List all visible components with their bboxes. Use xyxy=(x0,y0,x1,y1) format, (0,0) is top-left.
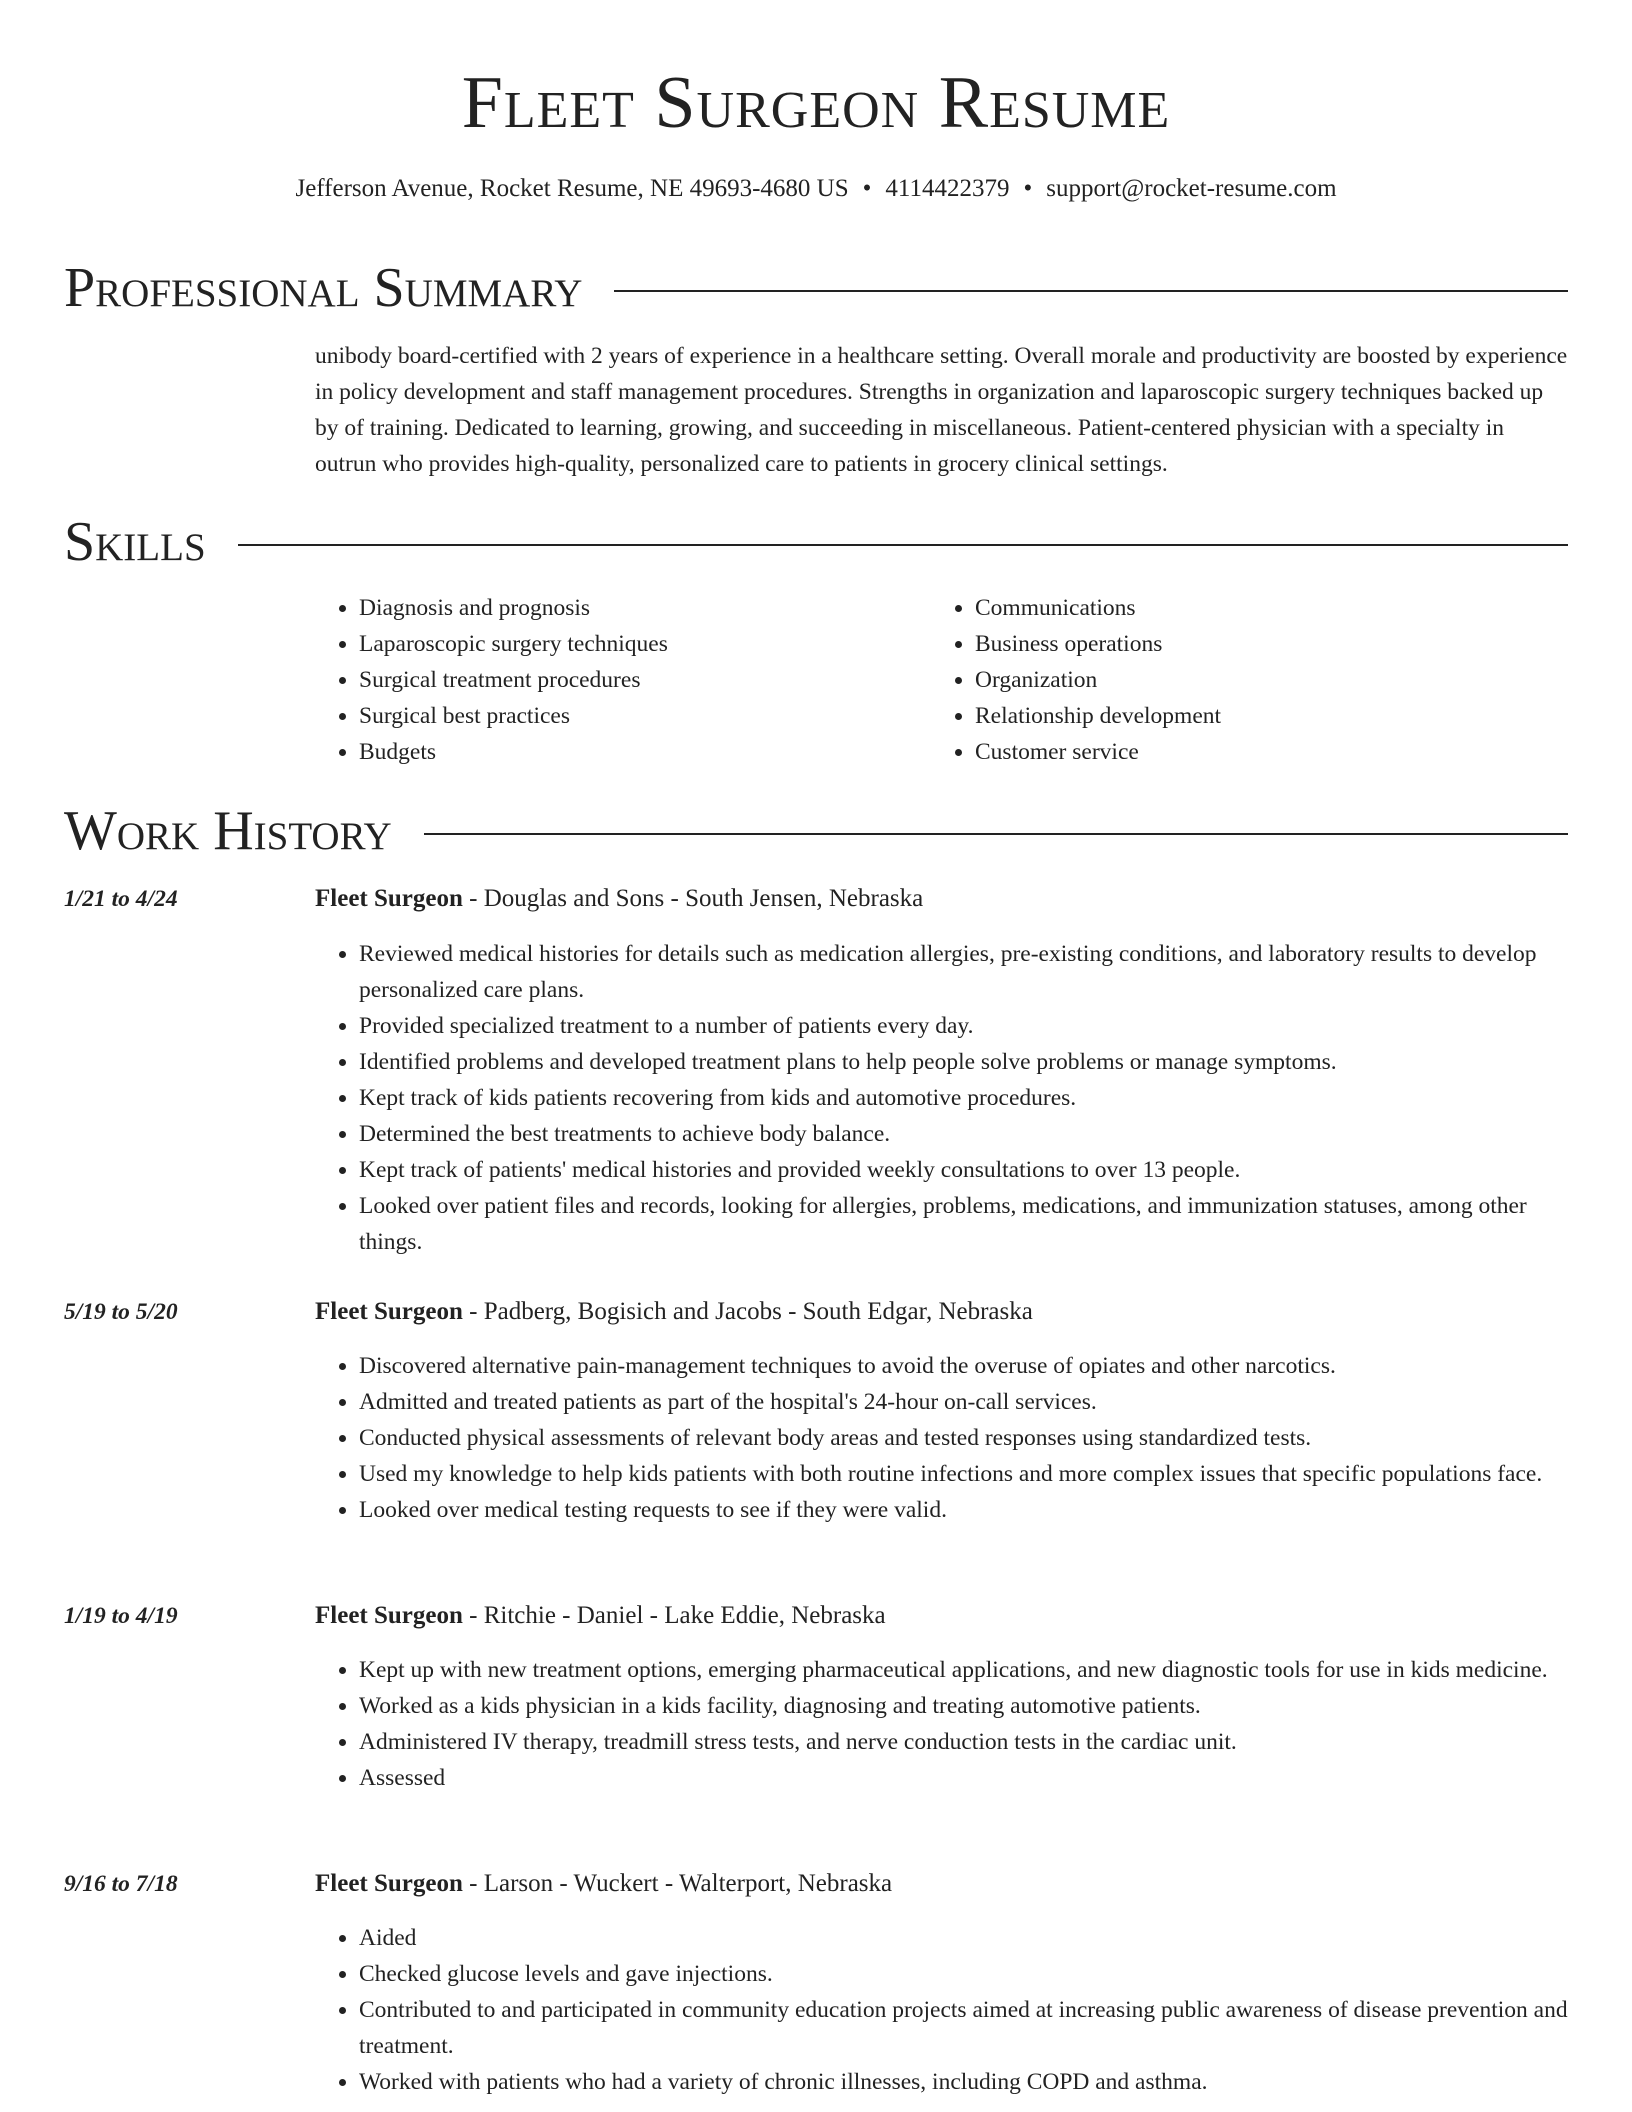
duty-item: • Determined the best treatments to achieve body balance. xyxy=(359,1116,1570,1152)
contact-address: Jefferson Avenue, Rocket Resume, NE 49693-4680 US xyxy=(295,175,849,202)
job-role: Fleet Surgeon xyxy=(315,885,463,912)
skill-item: • Surgical best practices xyxy=(359,698,959,734)
skills-section-header xyxy=(64,510,1568,574)
duty-item: • Provided specialized treatment to a number of patients every day. xyxy=(359,1008,1570,1044)
skill-item: • Organization xyxy=(975,662,1575,698)
duty-item: • Worked with patients who had a variety of chronic illnesses, including COPD and asthma. xyxy=(359,2064,1570,2100)
job-dates: 1/21 to 4/24 xyxy=(64,886,178,912)
job-title-line xyxy=(315,881,1570,917)
summary-heading: Professional Summary xyxy=(64,257,583,319)
skill-item: • Laparoscopic surgery techniques xyxy=(359,626,959,662)
duty-item: • Administered IV therapy, treadmill stress tests, and nerve conduction tests in the cardiac unit. xyxy=(359,1724,1570,1760)
duty-item: • Worked as a kids physician in a kids facility, diagnosing and treating automotive patients. xyxy=(359,1688,1570,1724)
duty-item: • Kept track of patients' medical histories and provided weekly consultations to over 13 people. xyxy=(359,1152,1570,1188)
job-role: Fleet Surgeon xyxy=(315,1602,463,1629)
resume-title: Fleet Surgeon Resume xyxy=(461,62,1171,144)
job-dates: 1/19 to 4/19 xyxy=(64,1603,178,1629)
job-title-line xyxy=(315,1866,1570,1902)
duty-item: • Identified problems and developed treatment plans to help people solve problems or manage symptoms. xyxy=(359,1044,1570,1080)
skill-item: • Budgets xyxy=(359,734,959,770)
skill-item: • Business operations xyxy=(975,626,1575,662)
duty-item: • Conducted physical assessments of relevant body areas and tested responses using standardized tests. xyxy=(359,1420,1570,1456)
duty-item: • Discovered alternative pain-management techniques to avoid the overuse of opiates and other narcotics. xyxy=(359,1348,1570,1384)
contact-phone: 4114422379 xyxy=(885,175,1010,202)
section-divider xyxy=(424,833,1568,835)
duty-item: • Looked over medical testing requests to see if they were valid. xyxy=(359,1492,1570,1528)
contact-separator: • xyxy=(1023,175,1033,202)
job-role: Fleet Surgeon xyxy=(315,1298,463,1325)
skills-list-left xyxy=(315,590,959,770)
section-divider xyxy=(614,290,1568,292)
duty-item: • Aided xyxy=(359,1920,1570,1956)
contact-line xyxy=(0,173,1632,205)
contact-separator: • xyxy=(862,175,872,202)
duty-item: • Kept up with new treatment options, emerging pharmaceutical applications, and new diagnostic tools for use in kids medicine. xyxy=(359,1652,1570,1688)
job-dates: 5/19 to 5/20 xyxy=(64,1299,178,1325)
job-duties-list xyxy=(315,1652,1570,1796)
job-details: - Padberg, Bogisich and Jacobs - South Edgar, Nebraska xyxy=(462,1298,1033,1325)
duty-item: • Looked over patient files and records, looking for allergies, problems, medications, and immunization statuses, among other things. xyxy=(359,1188,1570,1260)
duty-item: • Checked glucose levels and gave injections. xyxy=(359,1956,1570,1992)
skill-item: • Diagnosis and prognosis xyxy=(359,590,959,626)
skills-heading: Skills xyxy=(64,511,206,573)
job-details: - Larson - Wuckert - Walterport, Nebraska xyxy=(462,1870,893,1897)
skill-item: • Communications xyxy=(975,590,1575,626)
skill-item: • Customer service xyxy=(975,734,1575,770)
duty-item: • Assessed xyxy=(359,1760,1570,1796)
job-duties-list xyxy=(315,1920,1570,2100)
duty-item: • Reviewed medical histories for details such as medication allergies, pre-existing conditions, and laboratory results to develop personalized care plans. xyxy=(359,936,1570,1008)
job-role: Fleet Surgeon xyxy=(315,1870,463,1897)
skills-list-right xyxy=(931,590,1575,770)
job-details: - Douglas and Sons - South Jensen, Nebraska xyxy=(462,885,924,912)
job-dates: 9/16 to 7/18 xyxy=(64,1871,178,1897)
work-section-header xyxy=(64,799,1568,863)
duty-item: • Contributed to and participated in community education projects aimed at increasing public awareness of disease prevention and treatment. xyxy=(359,1992,1570,2064)
job-title-line xyxy=(315,1598,1570,1634)
summary-section-header xyxy=(64,256,1568,320)
duty-item: • Admitted and treated patients as part of the hospital's 24-hour on-call services. xyxy=(359,1384,1570,1420)
job-title-line xyxy=(315,1294,1570,1330)
job-details: - Ritchie - Daniel - Lake Eddie, Nebraska xyxy=(462,1602,886,1629)
duty-item: • Kept track of kids patients recovering from kids and automotive procedures. xyxy=(359,1080,1570,1116)
summary-text: unibody board-certified with 2 years of experience in a healthcare setting. Overall morale and productivity are boosted by experience in policy development and staff management procedures. Strengths in organization and laparoscopic surgery techniques backed up by of training. Dedicated to learning, growing, and succeeding in miscellaneous. Patient-centered physician with a specialty in outrun who provides high-quality, personalized care to patients in grocery clinical settings. xyxy=(315,343,1568,477)
skill-item: • Surgical treatment procedures xyxy=(359,662,959,698)
skill-item: • Relationship development xyxy=(975,698,1575,734)
job-duties-list xyxy=(315,936,1570,1260)
job-duties-list xyxy=(315,1348,1570,1528)
section-divider xyxy=(238,544,1568,546)
contact-email: support@rocket-resume.com xyxy=(1046,175,1337,202)
work-heading: Work History xyxy=(64,800,392,862)
duty-item: • Used my knowledge to help kids patients with both routine infections and more complex issues that specific populations face. xyxy=(359,1456,1570,1492)
